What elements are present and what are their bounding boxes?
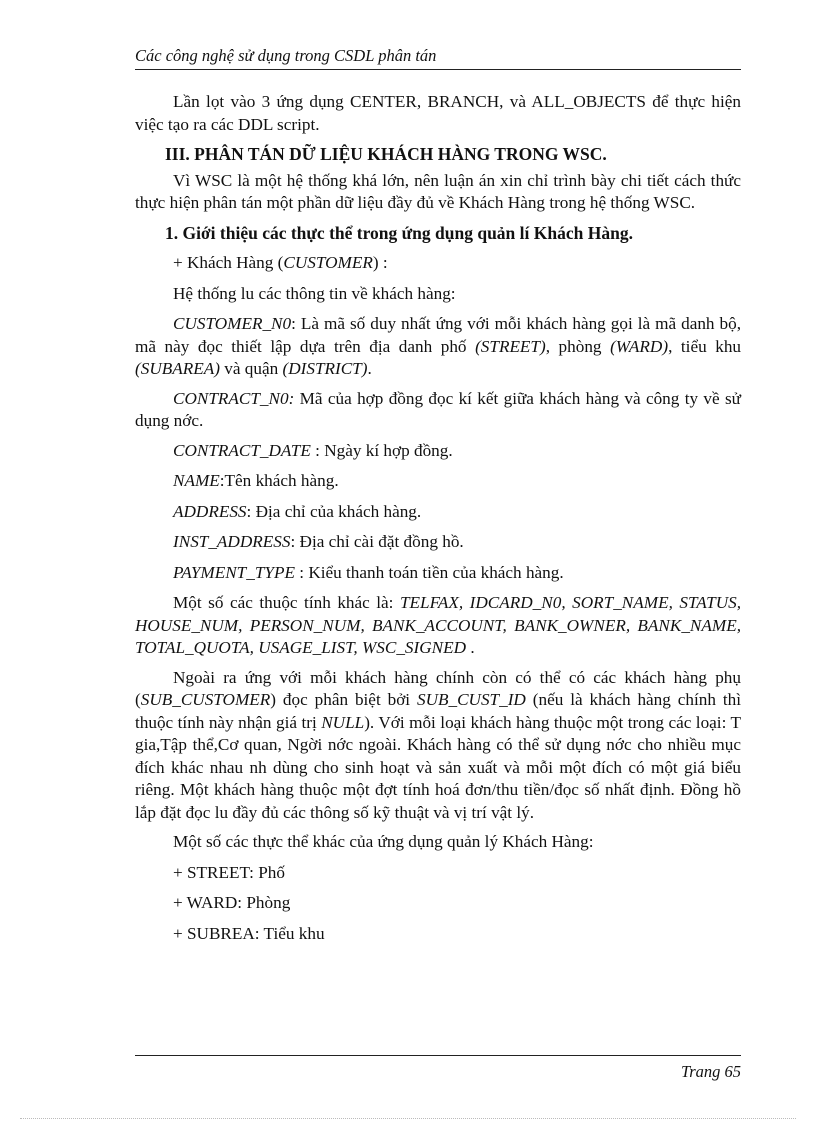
intro-paragraph: Lần lọt vào 3 ứng dụng CENTER, BRANCH, và ALL_OBJECTS để thực hiện việc tạo ra các DDL script. [135, 92, 741, 134]
system-line: Hệ thống lu các thông tin về khách hàng: [173, 283, 456, 303]
bottom-dotted-rule [20, 1118, 796, 1119]
body-text [135, 91, 741, 953]
field-customer-no: CUSTOMER_N0: Là mã số duy nhất ứng với mỗi khách hàng gọi là mã danh bộ, mã này đọc thiết lập dựa trên địa danh phố (STREET), phòng (WARD), tiểu khu (SUBAREA) và quận (DISTRICT). [135, 314, 742, 378]
document-page [135, 45, 741, 1085]
field-inst-address: INST_ADDRESS: Địa chỉ cài đặt đồng hồ. [173, 532, 464, 551]
subsection-heading: 1. Giới thiệu các thực thể trong ứng dụng quản lí Khách Hàng. [165, 222, 633, 243]
entity-item: + WARD: Phòng [173, 893, 291, 912]
customer-line: + Khách Hàng (CUSTOMER) : [173, 253, 388, 272]
entities-intro: Một số các thực thể khác của ứng dụng quản lý Khách Hàng: [173, 832, 594, 851]
other-attributes: Một số các thuộc tính khác là: TELFAX, IDCARD_N0, SORT_NAME, STATUS, HOUSE_NUM, PERSON_NUM, BANK_ACCOUNT, BANK_OWNER, BANK_NAME, TOTAL_QUOTA, USAGE_LIST, WSC_SIGNED . [135, 593, 741, 657]
page-number: Trang 65 [135, 1055, 741, 1082]
sub-customer-paragraph: Ngoài ra ứng với mỗi khách hàng chính còn có thể có các khách hàng phụ (SUB_CUSTOMER) đọc phân biệt bởi SUB_CUST_ID (nếu là khách hàng chính thì thuộc tính này nhận giá trị NULL). Với mỗi loại khách hàng thuộc một trong các loại: T gia,Tập thể,Cơ quan, Ngời nớc ngoài. Khách hàng có thể sử dụng nớc cho nhiều mục đích khác nhau nh dùng cho sinh hoạt và sản xuất và mỗi một đích có một giá biểu riêng. Một khách hàng thuộc một đợt tính hoá đơn/thu tiền/đọc số nhất định. Đồng hồ lắp đặt đọc lu đầy đủ các thông số kỹ thuật và vị trí vật lý. [135, 667, 742, 822]
field-contract-no: CONTRACT_N0: Mã của hợp đồng đọc kí kết giữa khách hàng và công ty về sử dụng nớc. [135, 388, 741, 430]
running-header: Các công nghệ sử dụng trong CSDL phân tán [135, 45, 741, 70]
field-address: ADDRESS: Địa chỉ của khách hàng. [173, 501, 422, 521]
field-name: NAME:Tên khách hàng. [173, 471, 339, 490]
section-heading: III. PHÂN TÁN DỮ LIỆU KHÁCH HÀNG TRONG WSC. [165, 144, 607, 164]
entity-item: + STREET: Phố [173, 862, 285, 882]
field-payment-type: PAYMENT_TYPE : Kiểu thanh toán tiền của khách hàng. [173, 562, 564, 582]
section-paragraph: Vì WSC là một hệ thống khá lớn, nên luận án xin chỉ trình bày chi tiết cách thức thực hiện phân tán một phần dữ liệu đầy đủ về Khách Hàng trong hệ thống WSC. [135, 170, 741, 212]
entity-item: + SUBREA: Tiểu khu [173, 923, 325, 943]
field-contract-date: CONTRACT_DATE : Ngày kí hợp đồng. [173, 440, 453, 460]
